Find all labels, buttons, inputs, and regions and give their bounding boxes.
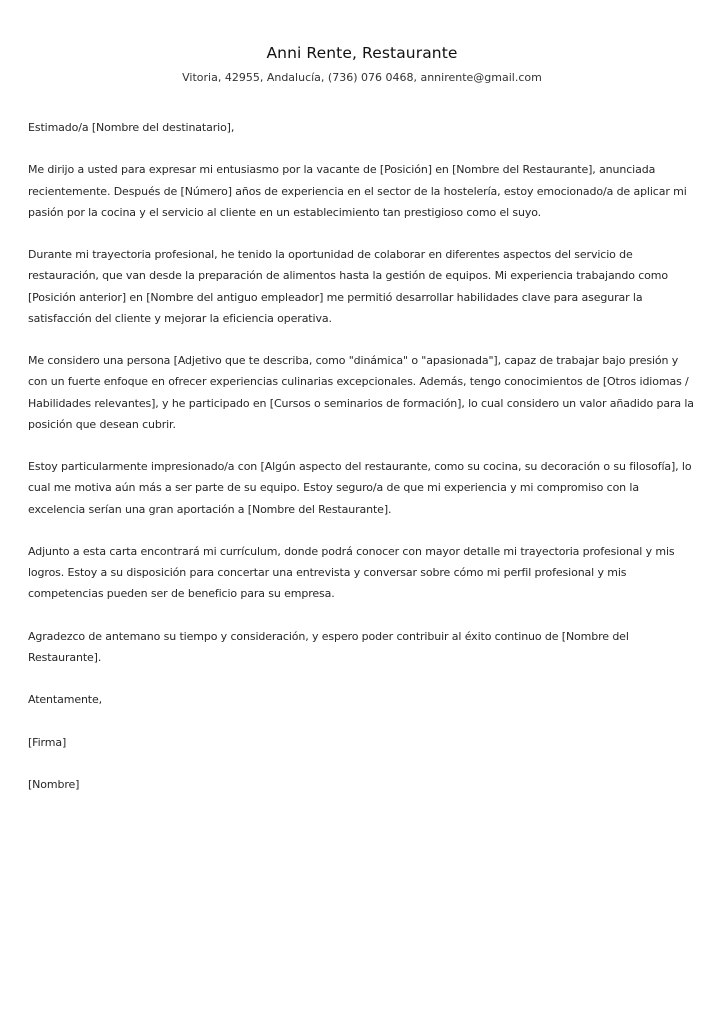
paragraph-thanks: Agradezco de antemano su tiempo y consideración, y espero poder contribuir al éxito continuo de [Nombre del Restaurante]. [28, 629, 629, 664]
closing: Atentamente, [28, 693, 103, 707]
letter-header [0, 0, 724, 86]
paragraph-intro: Me dirijo a usted para expresar mi entusiasmo por la vacante de [Posición] en [Nombre del Restaurante], anunciada recientemente. Después de [Número] años de experiencia en el sector de la hostelería, estoy emocionado/a de aplicar mi pasión por la cocina y el servicio al cliente en un establecimiento tan prestigioso como el suyo. [28, 163, 687, 219]
contact-info: Vitoria, 42955, Andalucía, (736) 076 0468, annirente@gmail.com [182, 71, 542, 84]
paragraph-resume: Adjunto a esta carta encontrará mi currículum, donde podrá conocer con mayor detalle mi trayectoria profesional y mis logros. Estoy a su disposición para concertar una entrevista y conversar sobre cómo mi perfil profesional y mis competencias pueden ser de beneficio para su empresa. [28, 544, 675, 601]
signer-name: [Nombre] [28, 778, 80, 792]
letter-body [28, 117, 696, 817]
signature-placeholder: [Firma] [28, 735, 67, 749]
salutation: Estimado/a [Nombre del destinatario], [28, 121, 235, 134]
applicant-name: Anni Rente, Restaurante [266, 44, 458, 62]
paragraph-experience: Durante mi trayectoria profesional, he tenido la oportunidad de colaborar en diferentes aspectos del servicio de restauración, que van desde la preparación de alimentos hasta la gestión de equipos. Mi experiencia trabajando como [Posición anterior] en [Nombre del antiguo empleador] me permitió desarrollar habilidades clave para asegurar la satisfacción del cliente y mejorar la eficiencia operativa. [28, 248, 669, 325]
paragraph-motivation: Estoy particularmente impresionado/a con [Algún aspecto del restaurante, como su cocina, su decoración o su filosofía], lo cual me motiva aún más a ser parte de su equipo. Estoy seguro/a de que mi experiencia y mi compromiso con la excelencia serían una gran aportación a [Nombre del Restaurante]. [28, 460, 692, 516]
paragraph-skills: Me considero una persona [Adjetivo que te describa, como "dinámica" o "apasionada"], capaz de trabajar bajo presión y con un fuerte enfoque en ofrecer experiencias culinarias excepcionales. Además, tengo conocimientos de [Otros idiomas / Habilidades relevantes], y he participado en [Cursos o seminarios de formación], lo cual considero un valor añadido para la posición que desean cubrir. [28, 354, 694, 431]
